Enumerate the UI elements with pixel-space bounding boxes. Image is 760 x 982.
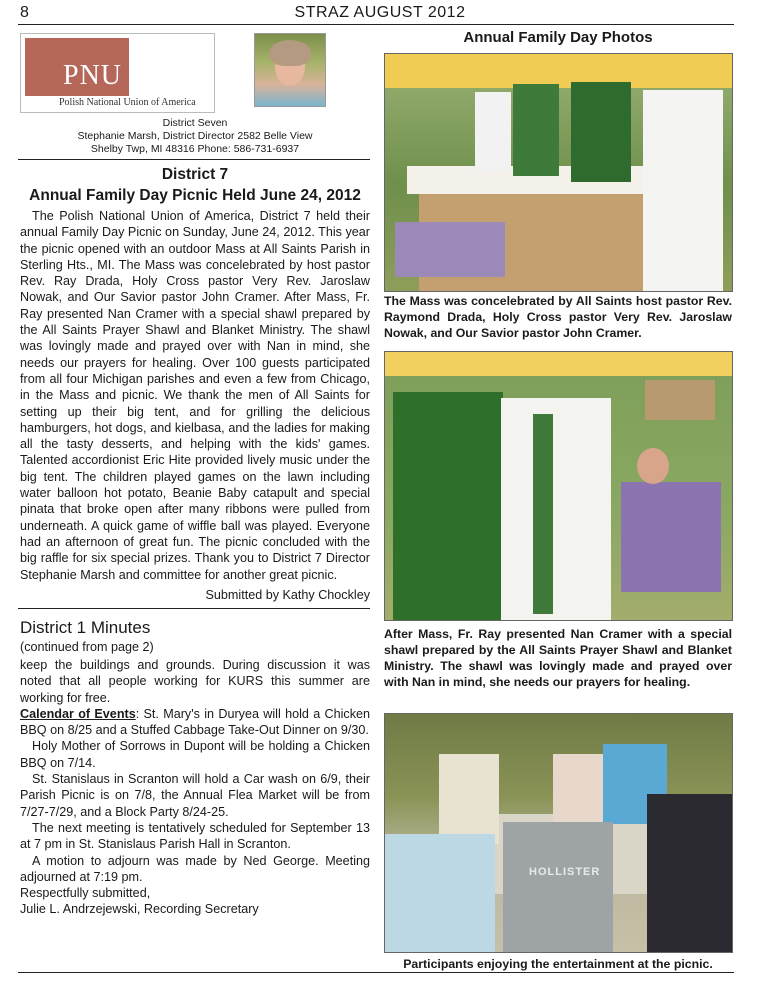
- minutes-title: District 1 Minutes: [20, 618, 151, 637]
- mass-photo: [384, 53, 733, 292]
- photo-caption-3: Participants enjoying the entertainment at the picnic.: [403, 957, 713, 971]
- priest-figure: [475, 92, 511, 172]
- shawl-presentation-photo: [384, 351, 733, 621]
- section-divider: [18, 608, 370, 609]
- header-rule: [18, 24, 734, 25]
- minutes-body: [20, 657, 370, 918]
- minutes-closing: Respectfully submitted,: [20, 886, 151, 901]
- priest-figure: [571, 82, 631, 182]
- tent-canopy: [385, 54, 732, 88]
- priest-figure: [393, 392, 503, 620]
- nan-cramer-face: [637, 448, 669, 484]
- calendar-text: : St. Mary's in Duryea will hold a Chicken BBQ on 8/25 and a Stuffed Cabbage Take-Out Dinner on 9/30.: [20, 706, 371, 738]
- participant: [385, 834, 495, 952]
- minutes-paragraph: A motion to adjourn was made by Ned George. Meeting adjourned at 7:19 pm.: [20, 853, 370, 884]
- pnu-logo: [20, 33, 215, 113]
- participant: [553, 754, 603, 824]
- shirt-text: HOLLISTER: [529, 866, 601, 878]
- minutes-paragraph: Holy Mother of Sorrows in Dupont will be holding a Chicken BBQ on 7/14.: [20, 739, 370, 770]
- pnu-logo-mark: [25, 38, 129, 96]
- stole: [533, 414, 553, 614]
- article-title: [20, 164, 370, 206]
- photos-title: Annual Family Day Photos: [463, 29, 653, 46]
- tent-canopy: [385, 352, 732, 376]
- district-info: [20, 117, 370, 156]
- minutes-paragraph: St. Stanislaus in Scranton will hold a Car wash on 6/9, their Parish Picnic is on 7/8, the Annual Flea Market will be from 7/27-7/29, and a Block Party 8/24-25.: [20, 772, 370, 819]
- district-director: Stephanie Marsh, District Director 2582 Belle View: [77, 130, 313, 142]
- article-paragraph: The Polish National Union of America, District 7 held their annual Family Day Picnic on Sunday, June 24, 2012. This year the picnic opened with an outdoor Mass at All Saints Parish in Sterling Hts., MI. The Mass was concelebrated by host pastor Rev. Ray Drada, Holy Cross pastor Very Rev. Jaroslaw Nowak, and Our Savior pastor John Cramer. After Mass, Fr. Ray presented Nan Cramer with a special shawl prepared by the All Saints Prayer Shawl and Blanket Ministry. The shawl was lovingly made and prayed over with Nan in mind, she needs our prayers for healing. Over 100 guests participated from all four Michigan parishes and even a few from Chicago, in the Mass and picnic. We thank the men of All Saints for setting up their big tent, and for grilling the delicious hamburgers, hot dogs, and kielbasa, and the ladies for making all the tasty desserts, and helping with the kids' games. Talented accordionist Eric Hite provided lively music under the big tent. The children played games on the lawn including water balloon hot potato, Beanie Baby catapult and special pinata that broke open after many ribbons were pulled from underneath. A quick game of wiffle ball was played. Everyone had an afternoon of great fun. The picnic concluded with the big raffle for six special prizes. Thank you to District 7 Director Stephanie Marsh and committee for another great picnic.: [20, 209, 370, 582]
- pnu-logo-text: PNU: [63, 60, 123, 91]
- calendar-paragraph: [20, 706, 370, 739]
- participant: [503, 822, 613, 952]
- priest-figure: [643, 90, 723, 291]
- minutes-continued-note: (continued from page 2): [20, 640, 154, 654]
- participant: [439, 754, 499, 844]
- footer-rule: [18, 972, 734, 973]
- nan-cramer-shawl: [621, 482, 721, 592]
- article-title-line1: District 7: [161, 166, 229, 183]
- minutes-paragraph: The next meeting is tentatively scheduled for September 13 at 7 pm in St. Stanislaus Parish Hall in Scranton.: [20, 820, 370, 852]
- gazebo: [645, 380, 715, 420]
- article-byline: Submitted by Kathy Chockley: [205, 588, 370, 602]
- photo-caption-1: The Mass was concelebrated by All Saints host pastor Rev. Raymond Drada, Holy Cross pastor Very Rev. Jaroslaw Nowak, and Our Savior pastor John Cramer.: [384, 294, 732, 340]
- district-address: Shelby Twp, MI 48316 Phone: 586-731-6937: [90, 143, 300, 155]
- calendar-label: Calendar of Events: [20, 706, 136, 721]
- shawl-on-chair: [395, 222, 505, 277]
- page-number: 8: [20, 4, 29, 21]
- district-name: District Seven: [162, 117, 228, 129]
- pnu-logo-tagline: Polish National Union of America: [59, 97, 196, 108]
- section-divider: [18, 159, 370, 160]
- publication-header: STRAZ AUGUST 2012: [294, 4, 466, 21]
- director-portrait: [254, 33, 326, 107]
- priest-figure: [501, 398, 611, 620]
- photo-caption-2: After Mass, Fr. Ray presented Nan Cramer with a special shawl prepared by the All Saints Prayer Shawl and Blanket Ministry. The shawl was lovingly made and prayed over with Nan in mind, she needs our prayers for healing.: [384, 627, 732, 689]
- priest-figure: [513, 84, 559, 176]
- article-title-line2: Annual Family Day Picnic Held June 24, 2012: [29, 187, 361, 204]
- minutes-paragraph: keep the buildings and grounds. During discussion it was noted that all people working for KURS this summer are working for free.: [20, 658, 370, 705]
- portrait-hair: [269, 40, 311, 66]
- article-body: [20, 208, 370, 583]
- participant: [647, 794, 732, 952]
- minutes-signature: Julie L. Andrzejewski, Recording Secretary: [20, 902, 259, 917]
- participants-photo: [384, 713, 733, 953]
